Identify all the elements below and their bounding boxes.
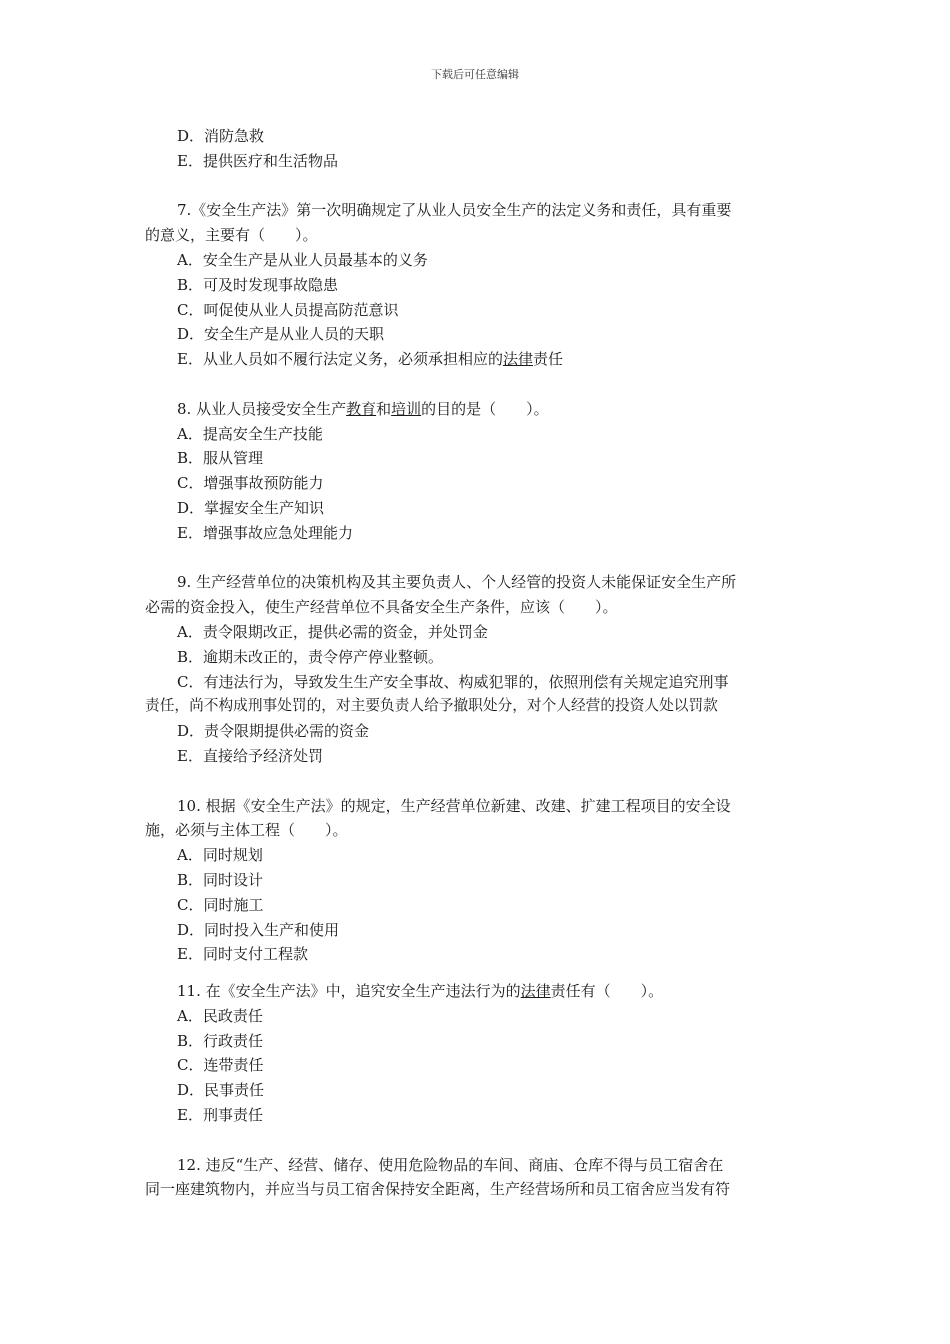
- q8-option-a: A．提高安全生产技能: [177, 424, 323, 443]
- q8-option-d: D．掌握安全生产知识: [177, 498, 325, 517]
- question-12-stem: 12. 违反“生产、经营、储存、使用危险物品的车间、商庙、仓库不得与员工宿舍在: [177, 1155, 724, 1174]
- q8-stem-part1: 8. 从业人员接受安全生产: [177, 399, 347, 418]
- q10-option-d: D．同时投入生产和使用: [177, 920, 340, 939]
- page-header: 下载后可任意编辑: [431, 68, 519, 81]
- q8-option-c: C．增强事故预防能力: [177, 474, 324, 493]
- question-8-stem: [145, 397, 810, 422]
- q8-stem-part3: 的目的是（ ）。: [421, 399, 549, 418]
- q9-option-a: A．责令限期改正，提供必需的资金，并处罚金: [177, 622, 488, 641]
- q8-option-b: B．服从管理: [177, 449, 264, 468]
- question-9-stem: 9. 生产经营单位的决策机构及其主要负责人、个人经管的投资人未能保证安全生产所: [177, 573, 737, 592]
- q8-option-e: E．增强事故应急处理能力: [177, 523, 353, 542]
- question-11-stem: [145, 979, 810, 1004]
- q11-option-e: E．刑事责任: [177, 1106, 263, 1125]
- q11-option-d: D．民事责任: [177, 1081, 265, 1100]
- link-legal-2[interactable]: 法律: [520, 982, 551, 1001]
- q7-option-e-text: E．从业人员如不履行法定义务，必须承担相应的: [177, 350, 503, 369]
- q10-option-b: B．同时设计: [177, 870, 264, 889]
- q7-option-b: B．可及时发现事故隐患: [177, 275, 339, 294]
- link-education[interactable]: 教育: [346, 399, 377, 418]
- question-12-stem-cont: 同一座建筑物内，并应当与员工宿舍保持安全距离，生产经营场所和员工宿舍应当发有符: [145, 1180, 731, 1199]
- question-10-stem: 10. 根据《安全生产法》的规定，生产经营单位新建、改建、扩建工程项目的安全设: [177, 796, 731, 815]
- link-training[interactable]: 培训: [391, 399, 422, 418]
- question-9-stem-cont: 必需的资金投入，使生产经营单位不具备安全生产条件，应该（ ）。: [145, 598, 618, 617]
- link-legal[interactable]: 法律: [502, 350, 533, 369]
- q11-option-a: A．民政责任: [177, 1006, 263, 1025]
- q10-option-a: A．同时规划: [177, 846, 263, 865]
- q7-option-c: C．呵促使从业人员提高防范意识: [177, 300, 399, 319]
- question-10-stem-cont: 施，必须与主体工程（ ）。: [145, 821, 348, 840]
- q9-option-d: D．责令限期提供必需的资金: [177, 722, 370, 741]
- question-7-stem: 7.《安全生产法》第一次明确规定了从业人员安全生产的法定义务和责任，具有重要: [177, 201, 732, 220]
- document-body: [145, 124, 810, 1202]
- option-e: E．提供医疗和生活物品: [177, 151, 338, 170]
- q9-option-e: E．直接给予经济处罚: [177, 746, 323, 765]
- question-7-stem-cont: 的意义，主要有（ ）。: [145, 226, 318, 245]
- q10-option-c: C．同时施工: [177, 895, 264, 914]
- q7-option-d: D．安全生产是从业人员的天职: [177, 325, 385, 344]
- q8-stem-part2: 和: [376, 399, 392, 418]
- q10-option-e: E．同时支付工程款: [177, 945, 308, 964]
- q9-option-c: C．有违法行为，导致发生生产安全事故、构威犯罪的，依照刑偿有关规定追究刑事: [177, 672, 729, 691]
- q7-option-a: A．安全生产是从业人员最基本的义务: [177, 250, 428, 269]
- q11-stem-part2: 责任有（ ）。: [550, 982, 664, 1001]
- q9-option-c-cont: 责任，尚不构成刑事处罚的，对主要负责人给予撤职处分，对个人经营的投资人处以罚款: [145, 697, 718, 715]
- q11-option-b: B．行政责任: [177, 1031, 264, 1050]
- q7-option-e: [145, 347, 810, 372]
- q9-option-b: B．逾期未改正的，责令停产停业整顿。: [177, 647, 444, 666]
- q11-stem-part1: 11. 在《安全生产法》中，追究安全生产违法行为的: [177, 982, 521, 1001]
- q7-option-e-tail: 责任: [532, 350, 563, 369]
- option-d: D．消防急救: [177, 127, 265, 145]
- q11-option-c: C．连带责任: [177, 1056, 264, 1075]
